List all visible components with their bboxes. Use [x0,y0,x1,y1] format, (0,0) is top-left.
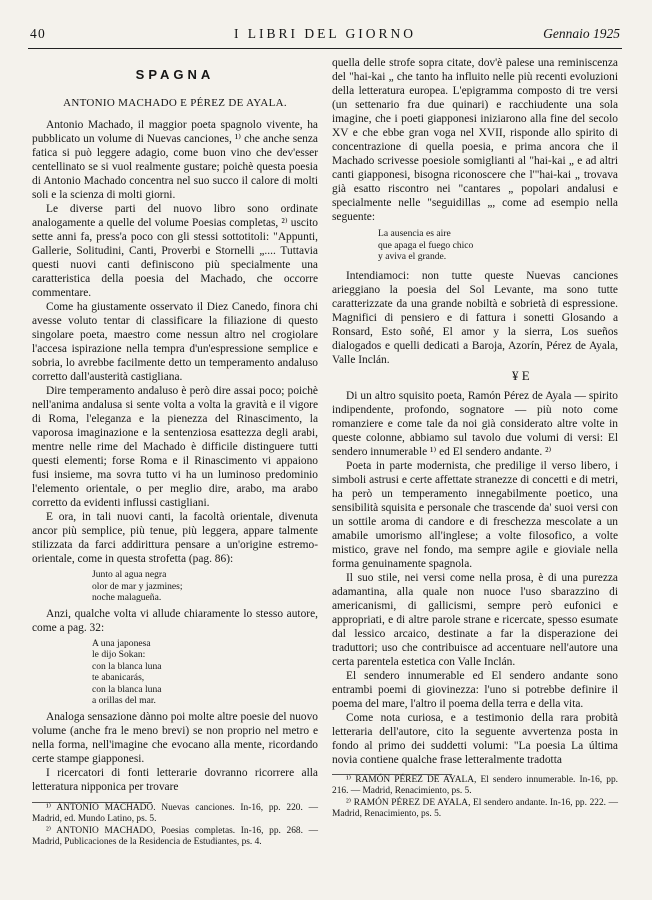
section-ornament: ¥ E [512,367,530,383]
verse-line: y aviva el grande. [378,251,447,262]
issue-date: Gennaio 1925 [543,26,620,41]
paragraph: I ricercatori di fonti letterarie dovranno ricorrere alla letteratura nipponica per trovare [32,766,318,793]
verse-line: noche malagueña. [92,592,162,603]
right-column [332,56,618,821]
footnote: ¹⁾ RAMÓN PÉREZ DE AYALA, El sendero innumerable. In-16, pp. 216. — Madrid, Renacimiento, ps. 5. [332,774,618,797]
paragraph: Il suo stile, nei versi come nella prosa, è di una purezza adamantina, alla quale non nuoce l'uso sbarazzino di americanismi, di gallicismi, sempre però eufonici e appropriati, e di altre parole strane e ricercate, spesso esumate dal lessico arcaico, destinate a far la disperazione dei traduttori; uso che contribuisce ad accentuare nell'autore una certa parentela estetica con Valle Inclán. [332,571,618,668]
paragraph: Antonio Machado, il maggior poeta spagnolo vivente, ha pubblicato un volume di Nuevas canciones, ¹⁾ che anche senza fatica si può leggere adagio, come buon vino che dev'esser centellinato se si vuol realmente gustare; poichè questa poesia di Antonio Machado concentra nel suo succo il calore di molti soli e la scienza di molti giorni. [32,119,318,201]
poem-excerpt [92,638,318,707]
verse-line: le dijo Sokan: [92,649,146,660]
paragraph: Come nota curiosa, e a testimonio della rara probità letteraria dell'autore, cito la seguente avvertenza posta in fondo al primo dei suddetti volumi: "La poesia La última novia contiene qualche frase letteralmente tradotta [332,711,618,766]
paragraph: quella delle strofe sopra citate, dov'è palese una reminiscenza del "hai-kai „ che tanto ha influito nelle più recenti evoluzioni della letteratura europea. L'epigramma composto di tre versi (un settenario fra due quinari) e racchiudente una sola imagine, che i poeti giapponesi iniziarono alla fine del secolo XV e che ebbe gran voga nel XVII, risponde allo spirito di concentrazione di quella poesia, e prima ancora che il Machado scrivesse poesiole somiglianti al "hai-kai „ e ad altri canti giapponesi, bisogna riconoscere che l'"hai-kai „ trovava già esatto riscontro nei "cantares „ popolari andalusi e specialmente nelle "seguidillas „, come ad esempio nella seguente: [332,57,618,223]
paragraph: Intendiamoci: non tutte queste Nuevas canciones arieggiano la poesia del Sol Levante, ma sono tutte caratterizzate da una grande nobiltà e sobrietà di espressione. Magnifici di pensiero e di fattura i sonetti Glosando a Ronsard, Esto soñé, El amor y la sierra, Los sueños dialogados e quelli dedicati a Baroja, Azorín, Pérez de Ayala, Valle Inclán. [332,269,618,366]
paragraph: El sendero innumerable ed El sendero andante sono entrambi poemi di giovinezza: l'uno si potrebbe definire il poema del mare, l'altro il poema della terra e della vita. [332,669,618,710]
verse-line: con la blanca luna [92,683,162,695]
paragraph: Le diverse parti del nuovo libro sono ordinate analogamente a quelle del volume Poesias completas, ²⁾ uscito sette anni fa, press'a poco con gli stessi sottotitoli: "Appunti, Gallerie, Solitudini, Canti, Proverbi e Stornelli „.... Tuttavia questi nuovi canti definiscono più specialmente una caratteristica della poesia del Machado, che occorre commentare. [32,203,318,299]
footnote: ²⁾ RAMÓN PÉREZ DE AYALA, El sendero andante. In-16, pp. 222. — Madrid, Renacimiento, ps. 5. [332,797,618,820]
header-rule [28,48,622,49]
paragraph: Poeta in parte modernista, che predilige il verso libero, i simboli astrusi e certe affettate stranezze di concetti e di metri, ha però un temperamento innegabilmente poetico, una sensibilità squisita e personale che trascende da' suoi versi con un sottile aroma di candore e di freschezza mescolate a un amabile umorismo all'inglese; a volte filosofico, a volte mistico, grave nel fondo, ma sempre agile e gioviale nella forma genuinamente spagnola. [332,459,618,570]
magazine-title: I LIBRI DEL GIORNO [233,26,417,41]
verse-line: a orillas del mar. [92,695,156,706]
left-column [32,56,318,849]
page-header [30,26,620,46]
poem-excerpt [92,569,318,604]
paragraph: Come ha giustamente osservato il Diez Canedo, finora chi avesse voluto tentar di classificare la filiazione di questo singolare poeta, maestro come nessun altro nel crogiolare l'accesa ispirazione nella tempra d'un'espressione semplice e sobria, lo avrebbe facilmente detto un temperamento andaluso corretto dall'austerità castigliana. [32,301,318,383]
paragraph: Di un altro squisito poeta, Ramón Pérez de Ayala — spirito indipendente, profondo, sognatore — più noto come romanziere e come tale da noi già considerato altre volte in queste colonne, abbiamo sul tavolo due volumi di versi: El sendero innumerable ¹⁾ ed El sendero andante. ²⁾ [332,389,618,458]
paragraph: Analoga sensazione dànno poi molte altre poesie del nuovo volume (anche fra le meno brevi) se non proprio nel metro e nella forma, nell'imagine che evocano alla mente, ricordando certe stampe giapponesi. [32,710,318,765]
paragraph: Dire temperamento andaluso è però dire assai poco; poichè nell'anima andalusa si sente volta a volta la gravità e il vigore di Roma, l'eleganza e la pienezza del Rinascimento, la vaporosa imaginazione e la sentenziosa esattezza degli arabi, mentre nelle rime del Machado è difficile distinguere tutti questi elementi; forse Roma e il Rinascimento vi appaiono fusi insieme, ma sovra tutto vi ha un luminoso predominio l'elemento orientale, o per meglio dire, arabo, ma arabo corretto da evidenti influssi castigliani. [32,385,318,509]
verse-line: A una japonesa [92,637,151,649]
verse-line: te abanicarás, [92,672,145,683]
poem-excerpt [378,228,618,263]
paragraph: Anzi, qualche volta vi allude chiaramente lo stesso autore, come a pag. 32: [32,607,318,634]
verse-line: La ausencia es aire [378,228,451,239]
verse-line: olor de mar y jazmines; [92,580,183,592]
verse-line: Junto al agua negra [92,569,167,580]
page-number: 40 [30,26,46,41]
verse-line: que apaga el fuego chico [378,239,474,251]
verse-line: con la blanca luna [92,660,162,672]
section-heading: SPAGNA [135,67,215,82]
paragraph: E ora, in tali nuovi canti, la facoltà orientale, divenuta ancor più semplice, più tenue, più leggera, appare talmente stilizzata da farci addirittura pensare a un'origine estremo-orientale, come in questa strofetta (pag. 86): [32,511,318,565]
footnote: ¹⁾ ANTONIO MACHADO. Nuevas canciones. In-16, pp. 220. — Madrid, ed. Mundo Latino, ps. 5. [32,802,318,825]
footnote: ²⁾ ANTONIO MACHADO, Poesias completas. In-16, pp. 268. — Madrid, Publicaciones de la Residencia de Estudiantes, ps. 4. [32,825,318,848]
article-authors: ANTONIO MACHADO E PÉREZ DE AYALA. [63,97,287,109]
